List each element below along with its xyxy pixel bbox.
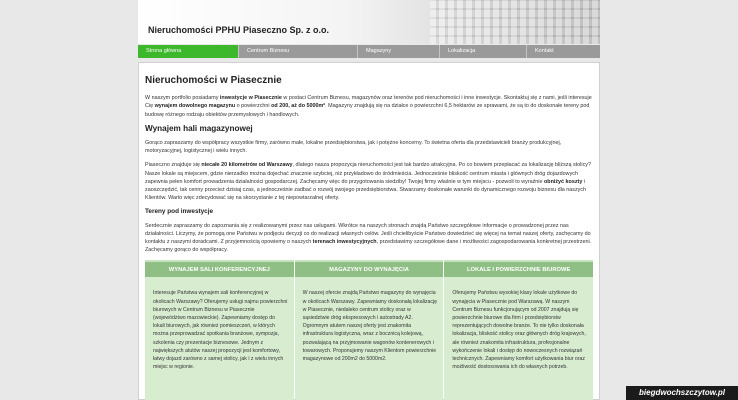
- feature-column-text: Oferujemy Państwu wysokiej klasy lokale użytkowe do wynajęcia w Piasecznie pod Warszawą. W naszym Centrum Biznesu funkcjonującym od 2007 znajdują się powierzchnie biurowe dla firm i przedsiębiorstw reprezentujących dowolne branże. To nie tylko doskonała lokalizacja, bliskość stolicy oraz głównych dróg krajowych, ale również znakomita infrastruktura, profesjonalne wykończenie lokali i dostęp do nowoczesnych rozwiązań technicznych. Zapewniamy komfort użytkowania biur oraz możliwość dostosowania ich do własnych potrzeb.: [452, 290, 586, 371]
- nav-item-contact[interactable]: Kontakt: [535, 48, 554, 54]
- feature-column-warehouses: [295, 260, 444, 400]
- paragraph-invitation: Gorąco zapraszamy do współpracy wszystkie firmy, zarówno małe, lokalne przedsiębiorstwa, jak i potężne koncerny. To świetna oferta dla przedstawicieli branży produkcyjnej, motoryzacyjnej, logistycznej i wielu innych.: [145, 140, 562, 155]
- feature-column-text: W naszej ofercie znajdą Państwo magazyny do wynajęcia w okolicach Warszawy. Zapewniamy doskonałą lokalizację w Piasecznie, niedaleko centrum stolicy oraz w sąsiedztwie dróg ekspresowych i autostrady A2. Ogromnym atutem naszej oferty jest znakomita infrastruktura logistyczna, wraz z bocznicą kolejową, pozwalającą na przyjmowanie wagonów kontenerowych i towarowych. Proponujemy naszym Klientom powierzchnie magazynowe od 200m2 do 5000m2.: [302, 290, 438, 363]
- feature-column-conference: [145, 260, 294, 400]
- nav-item-business-center[interactable]: Centrum Biznesu: [239, 45, 358, 58]
- nav-item-location[interactable]: Lokalizacja: [440, 45, 527, 58]
- intro-paragraph: W naszym portfolio posiadamy inwestycje w Piasecznie w postaci Centrum Biznesu, magazynów oraz terenów pod nieruchomości i inne inwestycje. Skontaktuj się z nami, jeśli interesuje Cię wynajem dowolnego magazynu o powierzchni od 200, aż do 5000m². Magazyny znajdują się na działce o powierzchni 6,5 hektarów ze sprawami, że są to do doskonałe tereny pod budowę różnego rodzaju obiektów przemysłowych i handlowych.: [145, 95, 592, 118]
- paragraph-investment: Serdecznie zapraszamy do zapoznania się z realizowanymi przez nas usługami. Wkrótce na naszych stronach znajdą Państwo szczegółowe informacje o prowadzonej przez nas działalności. Liczymy, że pomogą one Państwu w podjęciu decyzji co do realizacji własnych celów. Jeśli chcielibyście Państwo dowiedzieć się więcej na temat naszej oferty, zachęcamy do kontaktu z naszymi doradcami. Z przyjemnością opowiemy o naszych terenach inwestycyjnych, przedstawimy szczegółowe dane i możliwości zagospodarowania konkretnej przestrzeni. Zachęcamy gorąco do współpracy.: [145, 222, 592, 254]
- site-title[interactable]: Nieruchomości PPHU Piaseczno Sp. z o.o.: [148, 25, 330, 35]
- building-image: [430, 0, 600, 44]
- feature-columns: [145, 260, 593, 400]
- feature-column-title[interactable]: LOKALE I POWIERZCHNIE BIUROWE: [444, 260, 593, 277]
- page-title: Nieruchomości w Piasecznie: [145, 75, 282, 86]
- paragraph-location: Piaseczno znajduje się niecałe 20 kilometrów od Warszawy, dlatego nasza propozycja nieruchomości jest tak bardzo atrakcyjna. Po co bowiem przepłacać za lokalizację bliższą stolicy? Nasze lokale są miejscem, gdzie nierzadko można dojechać znacznie szybciej, niż przykładowo do śródmieścia. Jednocześnie bliskość centrum miasta i głównych dróg dojazdowych zapewnia pełen komfort prowadzenia działalności gospodarczej. Zachęcamy więc do przygotowania siedziby! Twojej firmy właśnie w tym miejscu - pozwoli to wyraźnie obniżyć koszty i zaoszczędzić, tak cenny przecież dzisiaj czas, a jednocześnie zadbać o rozwój swojego przedsiębiorstwa. Stwarzamy doskonałe warunki do dynamicznego rozwoju biznesu dla naszych Klientów. Warto więc zdecydować się na skorzystanie z tej niepowtarzalnej oferty.: [145, 162, 591, 202]
- feature-column-text: Interesuje Państwa wynajem sali konferencyjnej w okolicach Warszawy? Oferujemy usługi najmu powierzchni biurowych w Centrum Biznesu w Piasecznie (województwo mazowieckie). Zapewniamy dostęp do lokali biurowych, jak również pomieszczeń, w których można przeprowadzać spotkania branżowe, sympozja, szkolenia czy prezentacje biznesowe. Jednym z największych atutów naszej propozycji jest komfortowy, łatwy dojazd zarówno z samej stolicy, jak i z wielu innych miejsc w regionie.: [153, 290, 288, 371]
- nav-item-warehouses[interactable]: Magazyny: [358, 45, 440, 58]
- watermark-label: biegdwochszczytow.pl: [626, 386, 738, 400]
- header-banner: [138, 0, 600, 44]
- feature-column-offices: [444, 260, 593, 400]
- content-page: [138, 62, 600, 400]
- feature-column-title[interactable]: WYNAJEM SALI KONFERENCYJNEJ: [145, 260, 294, 277]
- section-heading-investment: Tereny pod inwestycje: [145, 208, 214, 216]
- nav-item-home[interactable]: Strona główna: [138, 45, 239, 58]
- feature-column-title[interactable]: MAGAZYNY DO WYNAJĘCIA: [295, 260, 444, 277]
- main-nav: [138, 45, 600, 58]
- main-content: [139, 63, 599, 400]
- section-heading-warehouse: Wynajem hali magazynowej: [145, 123, 253, 133]
